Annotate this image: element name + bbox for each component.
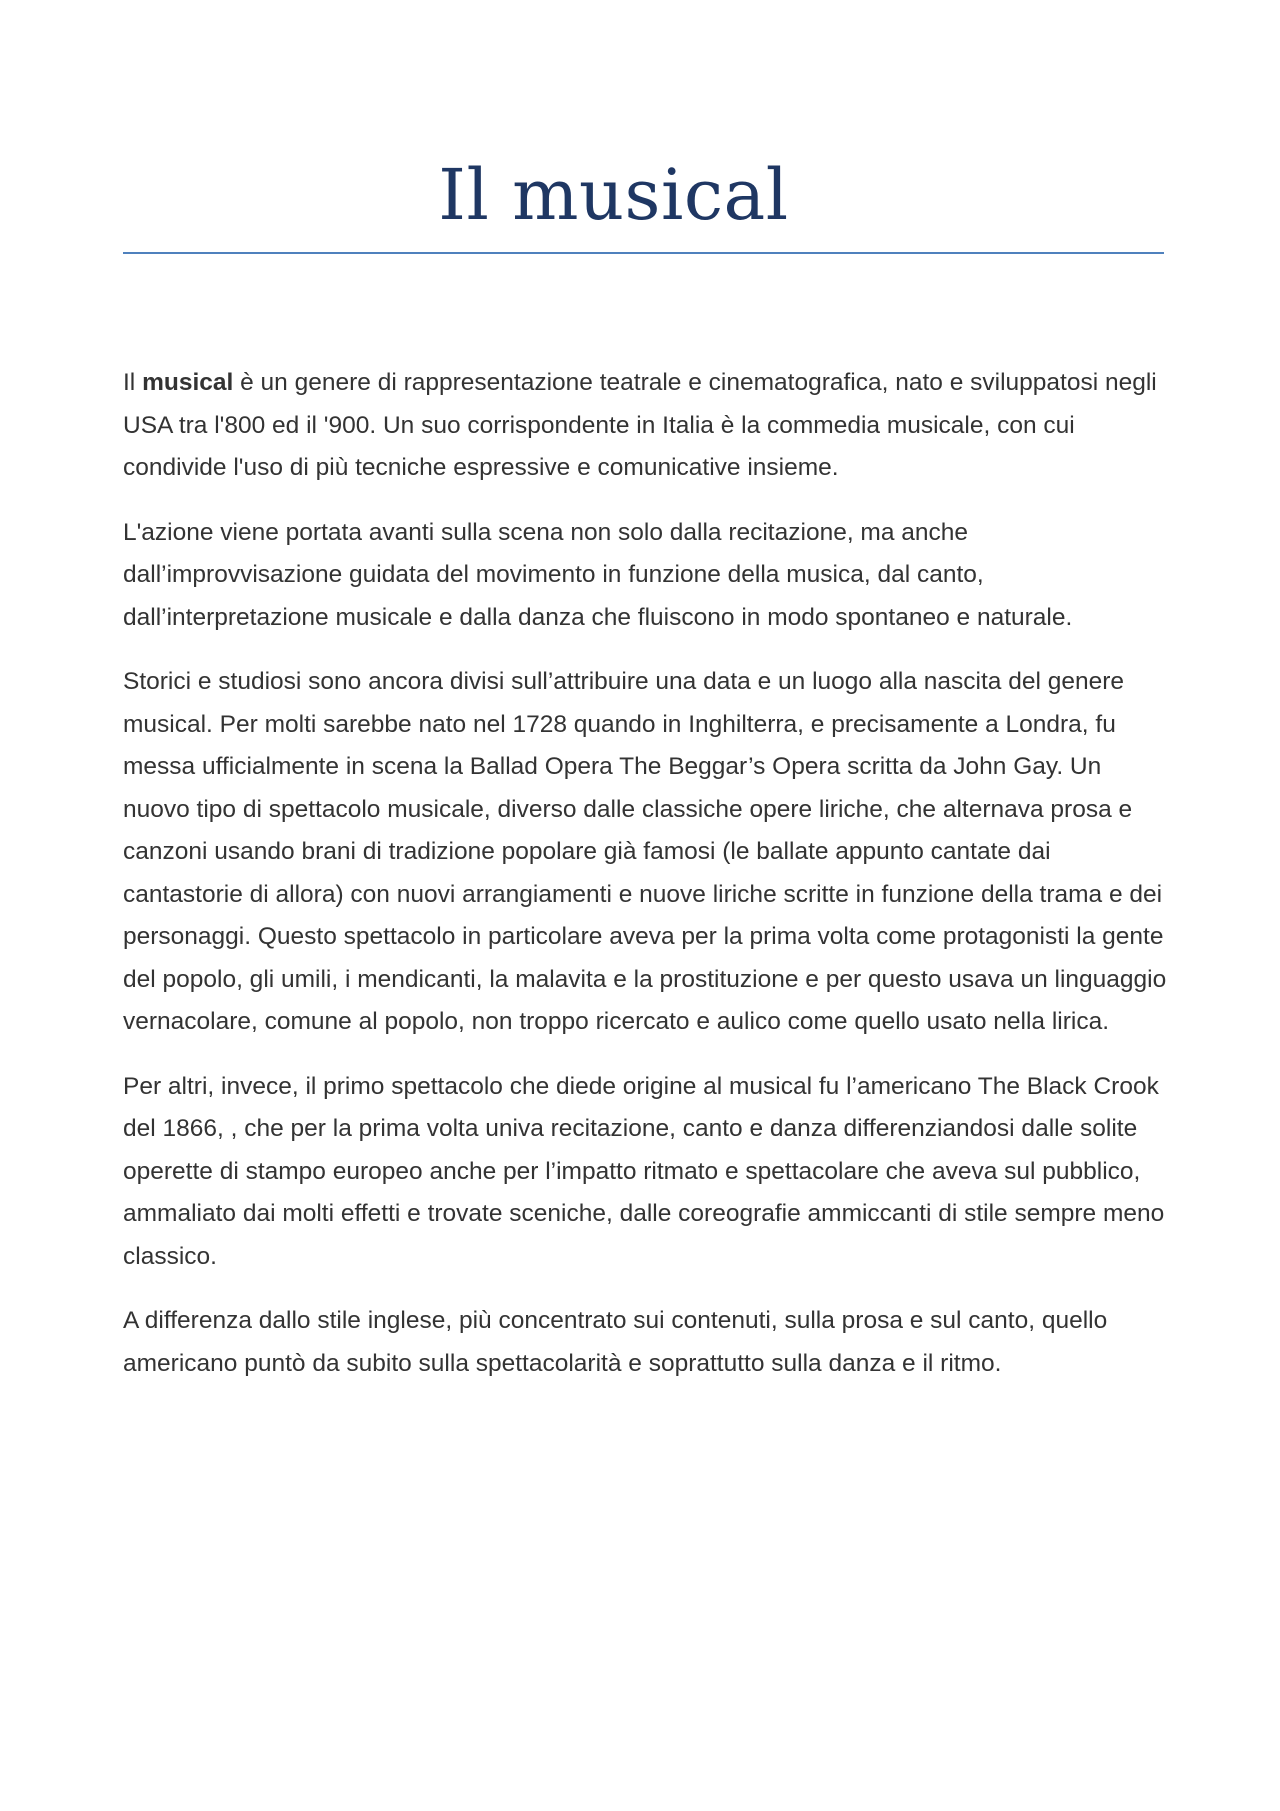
- paragraph-azione: L'azione viene portata avanti sulla scena non solo dalla recitazione, ma anche dall’improvvisazione guidata del movimento in funzione della musica, dal canto, dall’interpretazione musicale e dalla danza che fluiscono in modo spontaneo e naturale.: [123, 518, 1073, 631]
- paragraph-intro-prefix: Il: [123, 369, 143, 396]
- paragraph-differenza: A differenza dallo stile inglese, più concentrato sui contenuti, sulla prosa e sul canto, quello americano puntò da subito sulla spettacolarità e soprattutto sulla danza e il ritmo.: [123, 1307, 1108, 1377]
- paragraph-intro-bold-term: musical: [142, 369, 234, 396]
- paragraph-altri: Per altri, invece, il primo spettacolo che diede origine al musical fu l’americano The Black Crook del 1866, , che per la prima volta univa recitazione, canto e danza differenziandosi dalle solite operette di stampo europeo anche per l’impatto ritmato e spettacolare che aveva sul pubblico, ammaliato dai molti effetti e trovate sceniche, dalle coreografie ammiccanti di stile sempre meno classico.: [123, 1072, 1165, 1270]
- document-title: Il musical: [438, 154, 789, 236]
- paragraph-storici: Storici e studiosi sono ancora divisi sull’attribuire una data e un luogo alla nascita del genere musical. Per molti sarebbe nato nel 1728 quando in Inghilterra, e precisamente a Londra, fu messa ufficialmente in scena la Ballad Opera The Beggar’s Opera scritta da John Gay. Un nuovo tipo di spettacolo musicale, diverso dalle classiche opere liriche, che alternava prosa e canzoni usando brani di tradizione popolare già famosi (le ballate appunto cantate dai cantastorie di allora) con nuovi arrangiamenti e nuove liriche scritte in funzione della trama e dei personaggi. Questo spettacolo in particolare aveva per la prima volta come protagonisti la gente del popolo, gli umili, i mendicanti, la malavita e la prostituzione e per questo usava un linguaggio vernacolare, comune al popolo, non troppo ricercato e aulico come quello usato nella lirica.: [123, 668, 1167, 1035]
- title-underline: [123, 252, 1164, 254]
- paragraph-intro: [123, 362, 1168, 490]
- paragraph-intro-rest: è un genere di rappresentazione teatrale e cinematografica, nato e sviluppatosi negli USA tra l'800 ed il '900. Un suo corrispondente in Italia è la commedia musicale, con cui condivide l'uso di più tecniche espressive e comunicative insieme.: [123, 369, 1157, 481]
- document-body: [123, 362, 1168, 1407]
